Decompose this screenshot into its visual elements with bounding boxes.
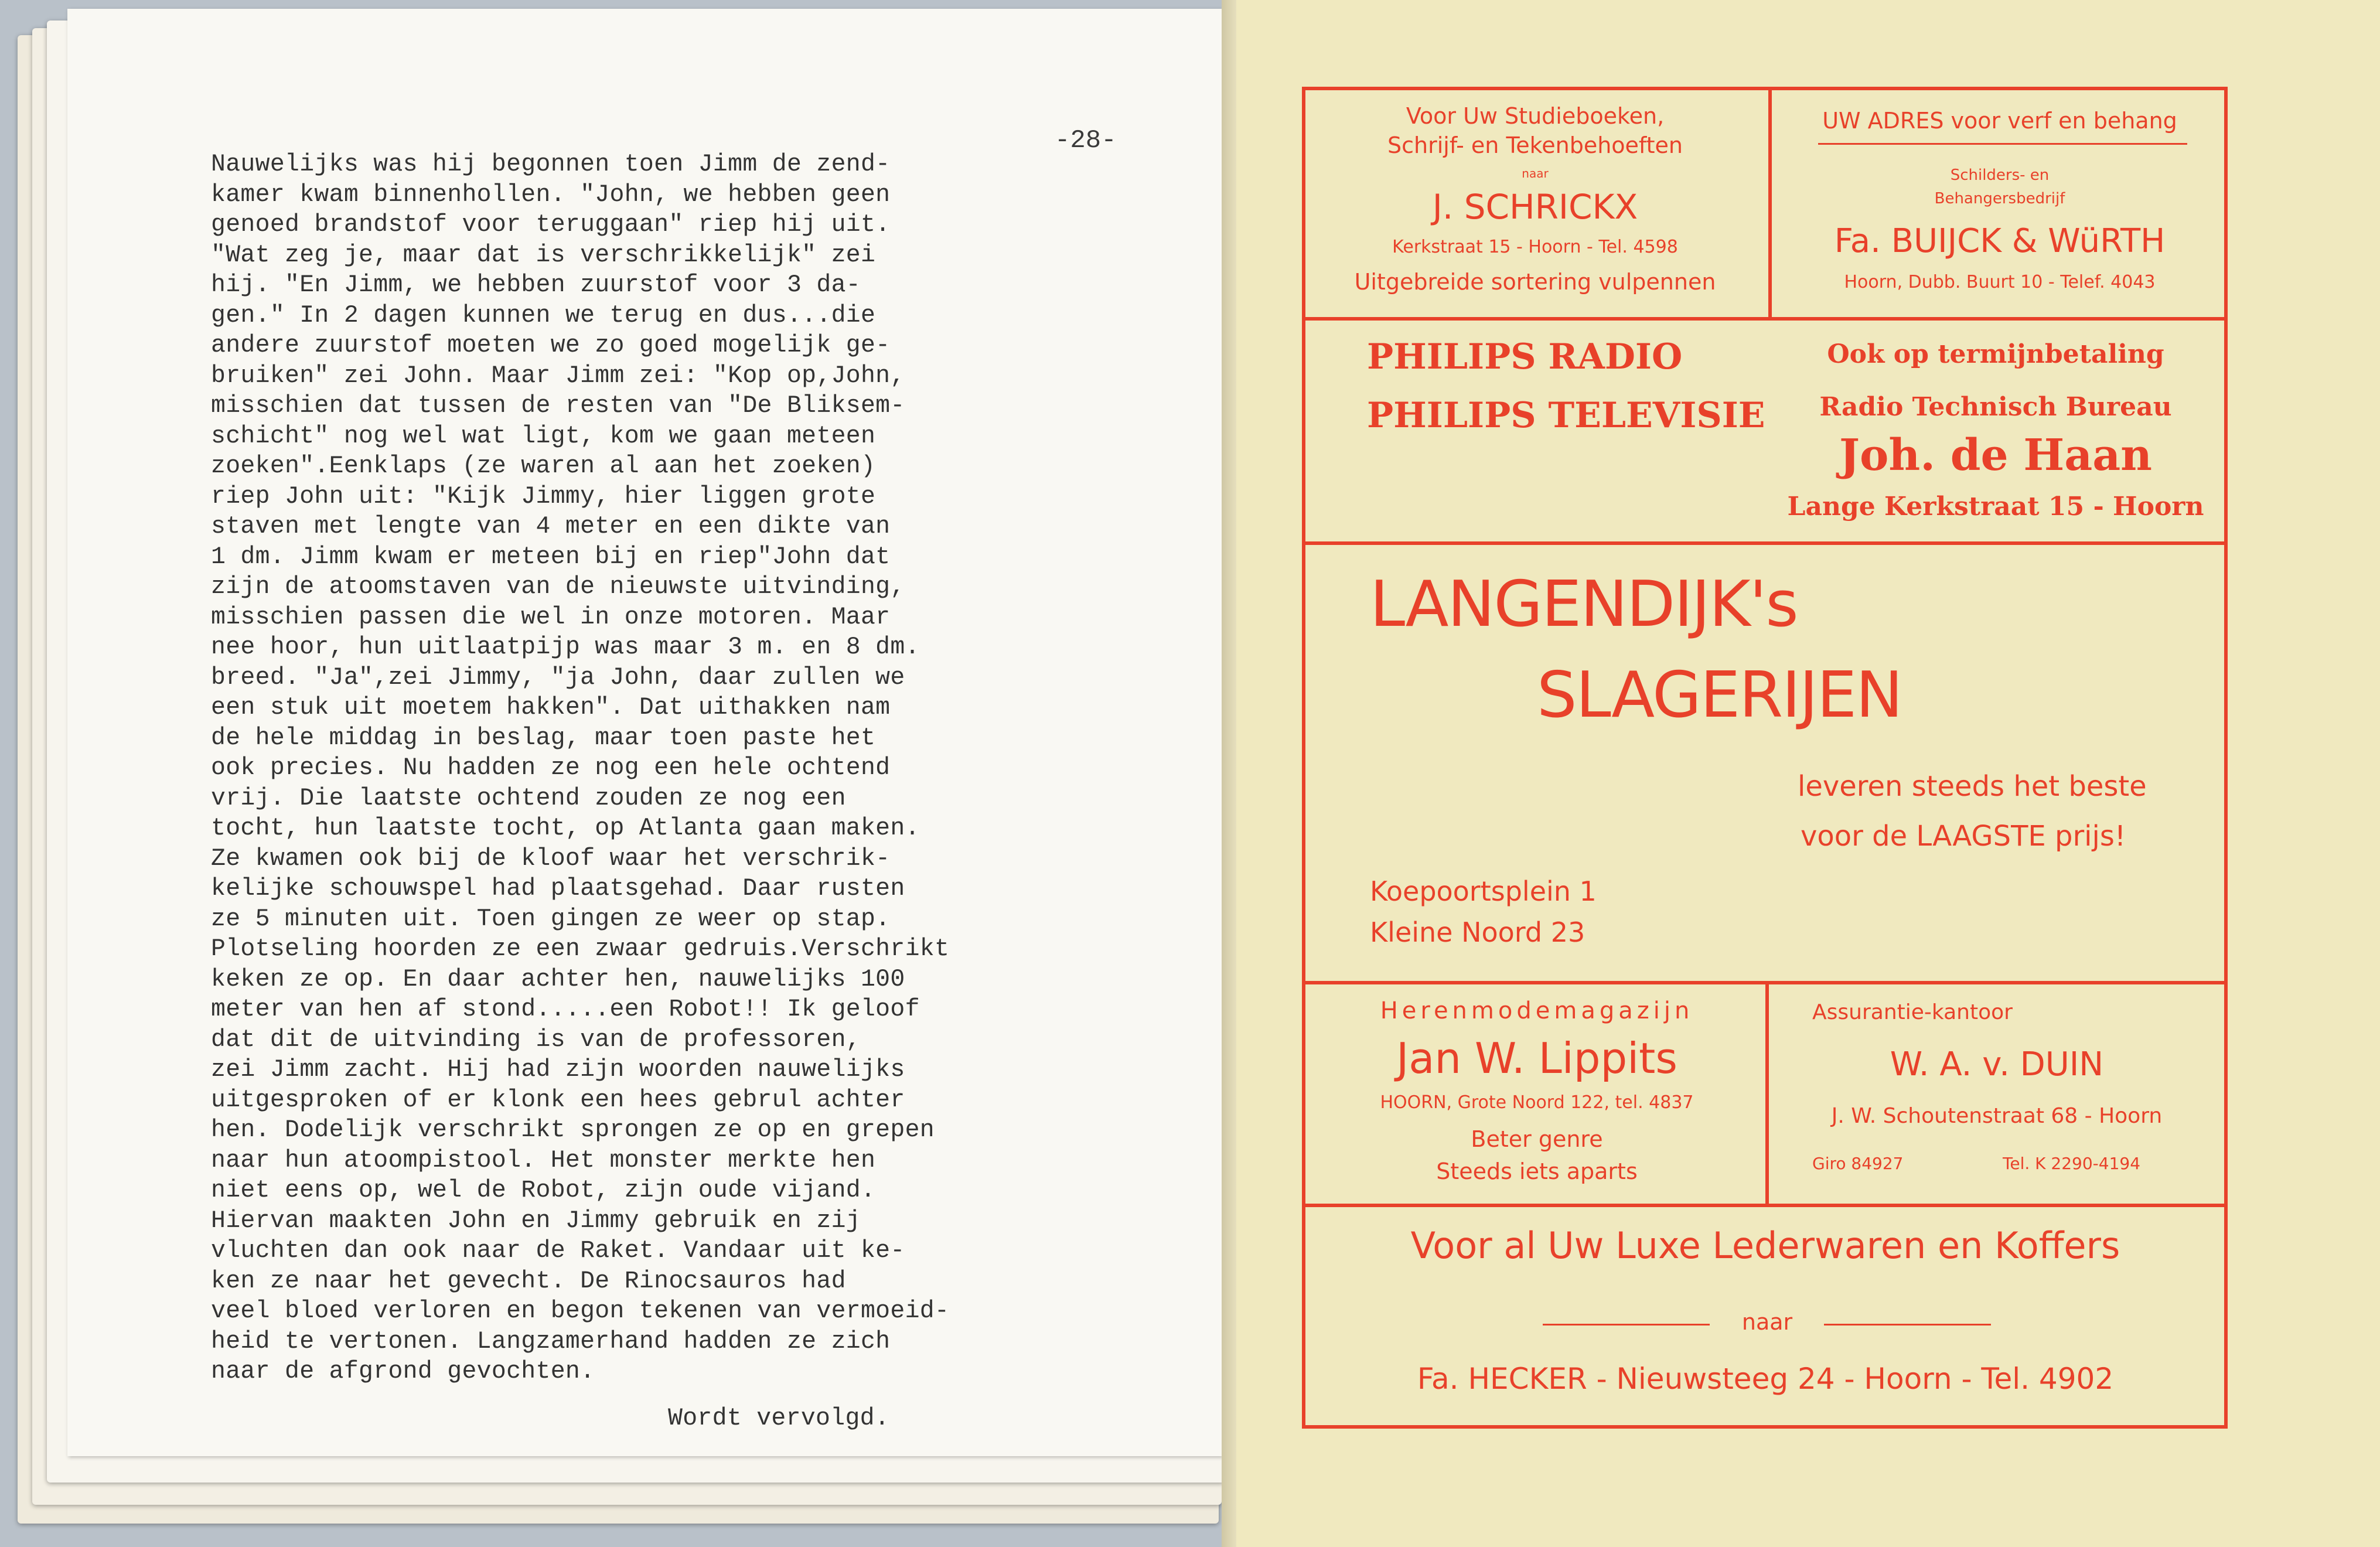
ad-buijck-rule (1818, 143, 2187, 145)
story-line: "Wat zeg je, maar dat is verschrikkelijk" zei (211, 241, 876, 269)
story-line: 1 dm. Jimm kwam er meteen bij en riep"John dat (211, 543, 891, 571)
story-line: ook precies. Nu hadden ze nog een hele ochtend (211, 754, 891, 782)
ad-duin-address: J. W. Schoutenstraat 68 - Hoorn (1831, 1104, 2163, 1128)
ad-duin-header: Assurantie-kantoor (1812, 1000, 2013, 1024)
story-line: tocht, hun laatste tocht, op Atlanta gaan maken. (211, 815, 920, 842)
story-line: vluchten dan ook naar de Raket. Vandaar uit ke- (211, 1237, 905, 1265)
page-number: -28- (1055, 126, 1117, 155)
ad-schrickx-slogan: Uitgebreide sortering vulpennen (1354, 269, 1716, 295)
story-line: kelijke schouwspel had plaatsgehad. Daar rusten (211, 875, 905, 902)
story-line: riep John uit: "Kijk Jimmy, hier liggen grote (211, 482, 876, 510)
ad-buijck-address: Hoorn, Dubb. Buurt 10 - Telef. 4043 (1844, 272, 2156, 292)
ad-hecker-rule-right (1824, 1324, 1991, 1325)
story-line: uitgesproken of er klonk een hees gebrul achter (211, 1086, 905, 1114)
story-line: Hiervan maakten John en Jimmy gebruik en zij (211, 1207, 861, 1235)
ad-dehaan-name: Joh. de Haan (1839, 430, 2152, 481)
story-line: Ze kwamen ook bij de kloof waar het verschrik- (211, 844, 891, 873)
ad-hecker-line1: Voor al Uw Luxe Lederwaren en Koffers (1410, 1224, 2120, 1267)
ad-philips-line1: PHILIPS RADIO (1367, 336, 1683, 377)
ad-lippits-line1: Beter genre (1471, 1126, 1603, 1152)
story-line: naar hun atoompistool. Het monster merkte hen (211, 1146, 876, 1174)
story-line: schicht" nog wel wat ligt, kom we gaan meteen (211, 422, 876, 450)
divider (1305, 317, 2224, 321)
continued-note: Wordt vervolgd. (668, 1404, 890, 1432)
story-line: gen." In 2 dagen kunnen we terug en dus...die (211, 301, 876, 329)
divider (1765, 983, 1769, 1205)
ad-hecker-address: Fa. HECKER - Nieuwsteeg 24 - Hoorn - Tel. 4902 (1417, 1362, 2114, 1396)
ad-dehaan-line2: Radio Technisch Bureau (1819, 392, 2172, 422)
story-line: nee hoor, hun uitlaatpijp was maar 3 m. en 8 dm. (211, 633, 920, 661)
story-line: hij. "En Jimm, we hebben zuurstof voor 3 da- (211, 271, 861, 299)
story-line: staven met lengte van 4 meter en een dikte van (211, 513, 891, 540)
booklet-spine (1222, 0, 1236, 1547)
story-line: zei Jimm zacht. Hij had zijn woorden nauwelijks (211, 1056, 905, 1083)
ad-langendijk-address2: Kleine Noord 23 (1370, 916, 1585, 948)
ad-langendijk-name1: LANGENDIJK's (1370, 568, 1798, 641)
story-line: andere zuurstof moeten we zo goed mogelijk ge- (211, 332, 891, 359)
story-line: zoeken".Eenklaps (ze waren al aan het zoeken) (211, 452, 876, 480)
story-line: misschien passen die wel in onze motoren. Maar (211, 603, 891, 631)
ad-langendijk-address1: Koepoortsplein 1 (1370, 875, 1597, 907)
ad-hecker-rule-left (1543, 1324, 1710, 1325)
ad-dehaan-address: Lange Kerkstraat 15 - Hoorn (1787, 492, 2204, 522)
story-line: meter van hen af stond.....een Robot!! Ik geloof (211, 996, 920, 1023)
story-line: Plotseling hoorden ze een zwaar gedruis.Verschrikt (211, 935, 950, 963)
story-line: heid te vertonen. Langzamerhand hadden ze zich (211, 1327, 891, 1355)
ad-schrickx-naar: naar (1522, 166, 1549, 180)
ad-langendijk-name2: SLAGERIJEN (1537, 659, 1902, 732)
story-line: niet eens op, wel de Robot, zijn oude vijand. (211, 1177, 876, 1204)
story-line: een stuk uit moetem hakken". Dat uithakken nam (211, 694, 891, 721)
divider (1305, 541, 2224, 545)
ad-buijck-line2: Behangersbedrijf (1934, 190, 2065, 207)
ad-frame (1302, 87, 2228, 1429)
ad-langendijk-slogan2: voor de LAAGSTE prijs! (1801, 820, 2126, 853)
ad-lippits-name: Jan W. Lippits (1396, 1034, 1677, 1083)
ad-schrickx-address: Kerkstraat 15 - Hoorn - Tel. 4598 (1392, 237, 1678, 257)
story-line: de hele middag in beslag, maar toen paste het (211, 724, 876, 752)
ad-duin-tel: Tel. K 2290-4194 (2003, 1154, 2141, 1173)
story-line: keken ze op. En daar achter hen, nauwelijks 100 (211, 965, 905, 993)
ad-lippits-address: HOORN, Grote Noord 122, tel. 4837 (1380, 1092, 1694, 1113)
story-line: bruiken" zei John. Maar Jimm zei: "Kop op,John, (211, 362, 905, 390)
story-line: breed. "Ja",zei Jimmy, "ja John, daar zullen we (211, 663, 905, 691)
story-line: vrij. Die laatste ochtend zouden ze nog een (211, 784, 846, 812)
story-line: ze 5 minuten uit. Toen gingen ze weer op stap. (211, 905, 891, 933)
story-line: naar de afgrond gevochten. (211, 1358, 595, 1385)
story-line: zijn de atoomstaven van de nieuwste uitvinding, (211, 573, 905, 601)
ad-hecker-naar: naar (1741, 1309, 1793, 1335)
ad-philips-line2: PHILIPS TELEVISIE (1367, 395, 1765, 436)
ad-buijck-line1: Schilders- en (1950, 166, 2050, 184)
ad-buijck-header: UW ADRES voor verf en behang (1822, 108, 2177, 134)
story-line: veel bloed verloren en begon tekenen van vermoeid- (211, 1297, 950, 1325)
divider (1305, 981, 2224, 984)
ad-buijck-name: Fa. BUIJCK & WüRTH (1834, 222, 2166, 260)
ad-lippits-header: Herenmodemagazijn (1380, 997, 1694, 1024)
ad-schrickx-line2: Schrijf- en Tekenbehoeften (1387, 132, 1683, 158)
ad-duin-name: W. A. v. DUIN (1890, 1045, 2104, 1083)
divider (1305, 1204, 2224, 1207)
ad-duin-giro: Giro 84927 (1812, 1154, 1904, 1173)
ad-dehaan-line1: Ook op termijnbetaling (1827, 339, 2164, 369)
story-line: kamer kwam binnenhollen. "John, we hebben geen (211, 180, 891, 209)
story-line: genoed brandstof voor teruggaan" riep hij uit. (211, 211, 891, 238)
story-line: misschien dat tussen de resten van "De Bliksem- (211, 392, 905, 420)
story-line: dat dit de uitvinding is van de professoren, (211, 1025, 861, 1054)
ad-langendijk-slogan1: leveren steeds het beste (1798, 770, 2147, 803)
story-line: Nauwelijks was hij begonnen toen Jimm de zend- (211, 151, 891, 178)
ad-schrickx-name: J. SCHRICKX (1432, 187, 1638, 227)
ad-schrickx-line1: Voor Uw Studieboeken, (1406, 103, 1665, 129)
story-text (211, 149, 1125, 1433)
divider (1768, 90, 1772, 319)
story-line: hen. Dodelijk verschrikt sprongen ze op en grepen (211, 1116, 935, 1144)
story-line: ken ze naar het gevecht. De Rinocsauros had (211, 1267, 846, 1295)
ad-lippits-line2: Steeds iets aparts (1436, 1158, 1638, 1184)
